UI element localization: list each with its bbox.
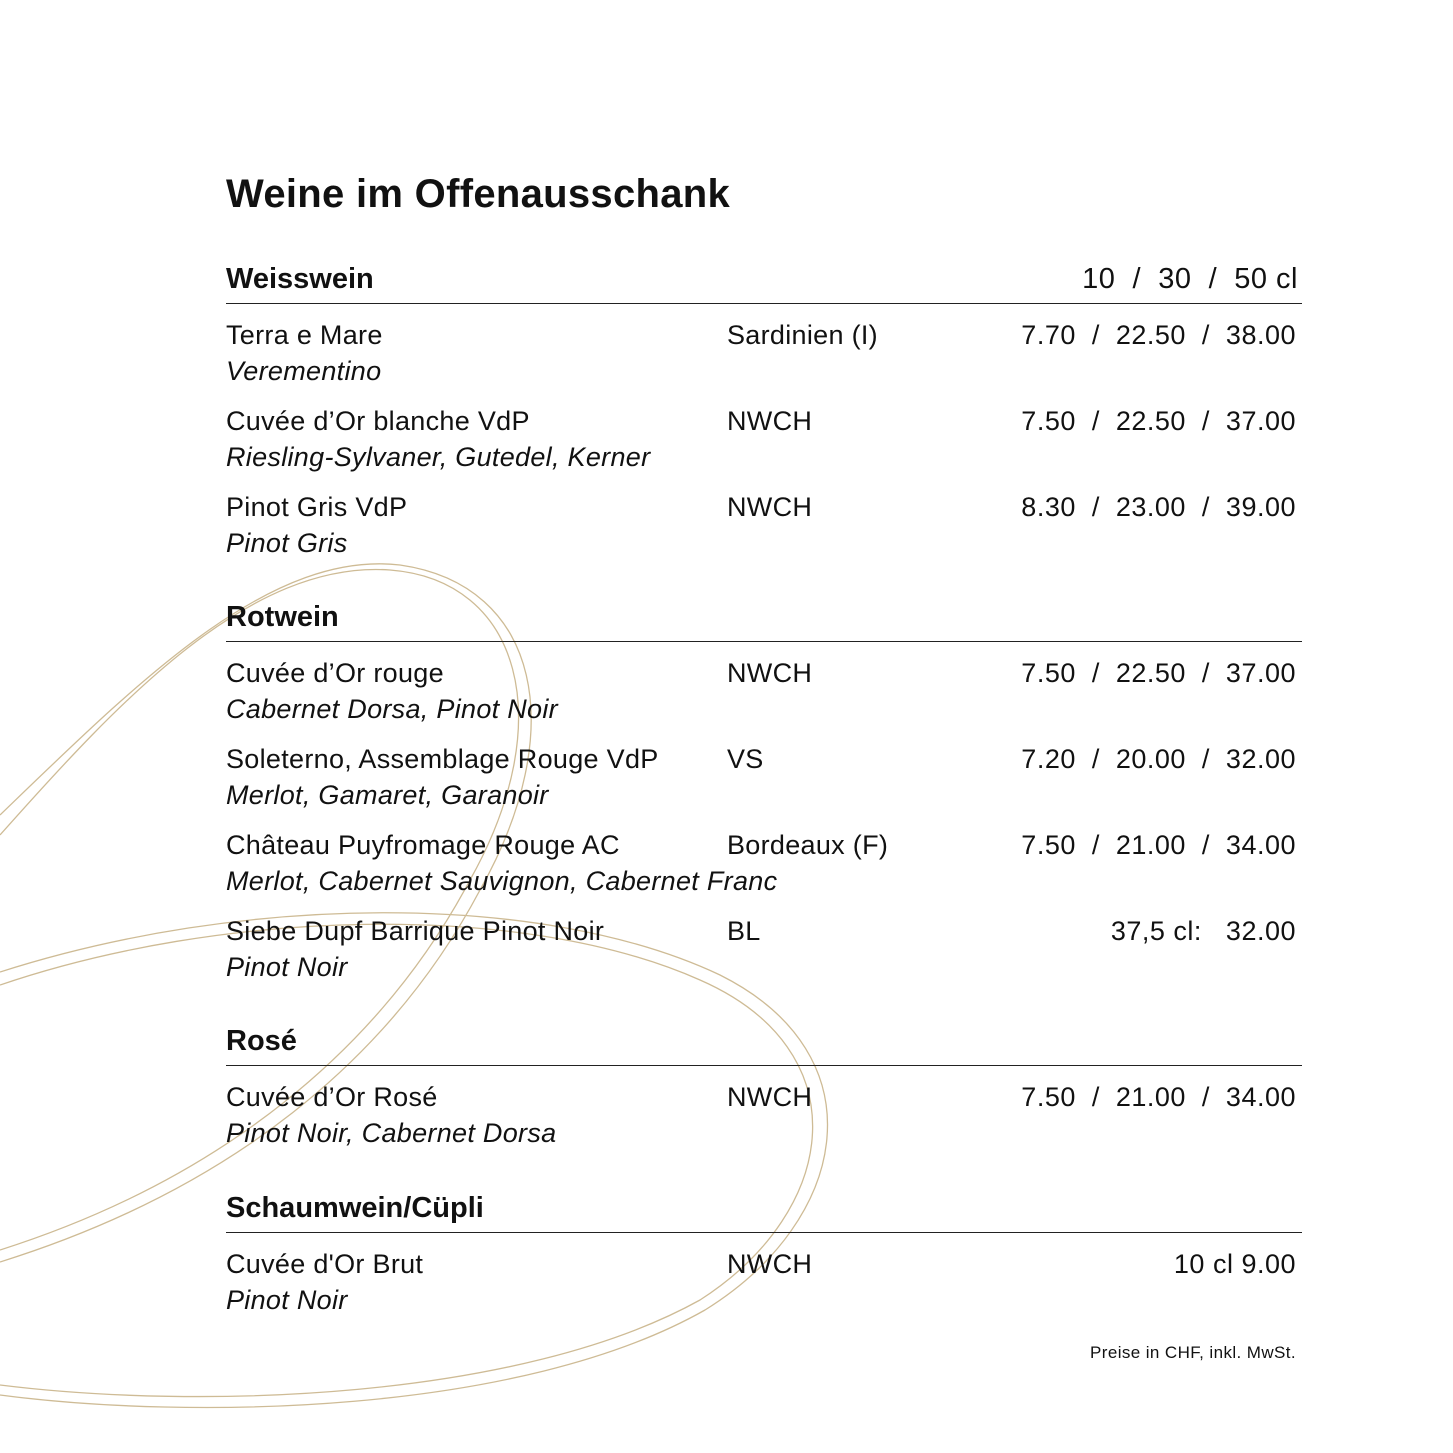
wine-origin: NWCH (727, 406, 813, 436)
wine-price: 7.50 / 21.00 / 34.00 (1021, 1082, 1296, 1112)
wine-price: 8.30 / 23.00 / 39.00 (1021, 492, 1296, 522)
wine-origin: NWCH (727, 658, 813, 688)
wine-row (226, 476, 1302, 562)
wine-grapes: Merlot, Cabernet Sauvignon, Cabernet Franc (226, 866, 778, 896)
wine-price: 7.50 / 22.50 / 37.00 (1021, 406, 1296, 436)
wine-origin: Sardinien (I) (727, 320, 878, 350)
wine-origin: NWCH (727, 1082, 813, 1112)
wine-price: 7.70 / 22.50 / 38.00 (1021, 320, 1296, 350)
wine-price: 10 cl 9.00 (1173, 1249, 1296, 1279)
wine-grapes: Verementino (226, 356, 382, 386)
wine-row (226, 728, 1302, 814)
section-title: Schaumwein/Cüpli (226, 1192, 484, 1224)
wine-price: 7.50 / 22.50 / 37.00 (1021, 658, 1296, 688)
wine-grapes: Pinot Noir (226, 1285, 348, 1315)
section-header (226, 593, 1302, 642)
wine-row (226, 1233, 1302, 1319)
wine-name: Cuvée d'Or Brut (226, 1249, 424, 1279)
wine-row (226, 642, 1302, 728)
section-weisswein (226, 255, 1302, 562)
wine-grapes: Pinot Noir, Cabernet Dorsa (226, 1118, 557, 1148)
size-columns: 10 / 30 / 50 cl (1082, 263, 1298, 295)
wine-name: Cuvée d’Or rouge (226, 658, 444, 688)
wine-name: Cuvée d’Or blanche VdP (226, 406, 530, 436)
wine-origin: Bordeaux (F) (727, 830, 889, 860)
section-schaumwein (226, 1184, 1302, 1319)
wine-origin: VS (727, 744, 764, 774)
wine-row (226, 1066, 1302, 1152)
wine-row (226, 304, 1302, 390)
wine-grapes: Cabernet Dorsa, Pinot Noir (226, 694, 558, 724)
section-rotwein (226, 593, 1302, 986)
section-header (226, 255, 1302, 304)
section-header (226, 1184, 1302, 1233)
section-title: Rotwein (226, 601, 339, 633)
page-title: Weine im Offenausschank (226, 172, 731, 216)
wine-name: Terra e Mare (226, 320, 383, 350)
wine-name: Siebe Dupf Barrique Pinot Noir (226, 916, 605, 946)
wine-name: Pinot Gris VdP (226, 492, 408, 522)
wine-grapes: Merlot, Gamaret, Garanoir (226, 780, 549, 810)
wine-name: Cuvée d’Or Rosé (226, 1082, 438, 1112)
section-title: Weisswein (226, 263, 374, 295)
wine-name: Château Puyfromage Rouge AC (226, 830, 620, 860)
wine-origin: NWCH (727, 492, 813, 522)
wine-grapes: Pinot Gris (226, 528, 348, 558)
wine-grapes: Riesling-Sylvaner, Gutedel, Kerner (226, 442, 651, 472)
section-header (226, 1017, 1302, 1066)
wine-row (226, 390, 1302, 476)
wine-origin: NWCH (727, 1249, 813, 1279)
wine-price: 37,5 cl: 32.00 (1110, 916, 1296, 946)
wine-name: Soleterno, Assemblage Rouge VdP (226, 744, 659, 774)
wine-row (226, 814, 1302, 900)
section-title: Rosé (226, 1025, 297, 1057)
wine-price: 7.20 / 20.00 / 32.00 (1021, 744, 1296, 774)
wine-price: 7.50 / 21.00 / 34.00 (1021, 830, 1296, 860)
price-note: Preise in CHF, inkl. MwSt. (1090, 1343, 1296, 1362)
wine-origin: BL (727, 916, 761, 946)
wine-grapes: Pinot Noir (226, 952, 348, 982)
menu-content (226, 0, 1302, 1453)
wine-row (226, 900, 1302, 986)
section-rose (226, 1017, 1302, 1152)
